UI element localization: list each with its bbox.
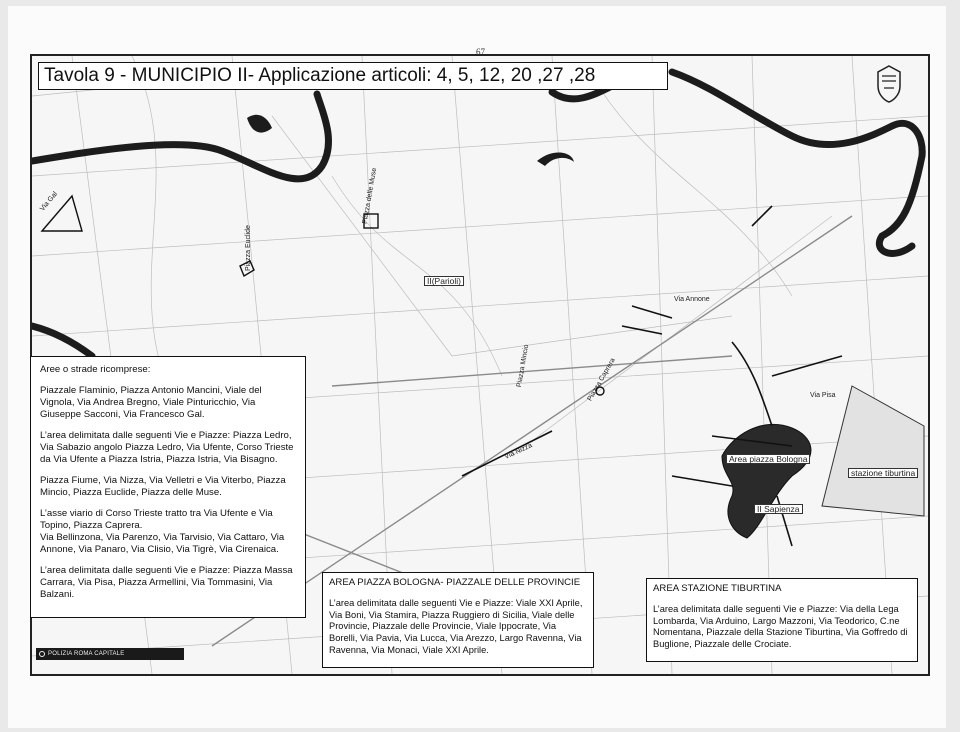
area-piazza-bologna-title: AREA PIAZZA BOLOGNA- PIAZZALE DELLE PROVINCIE: [329, 577, 581, 588]
area-piazza-bologna-text: L’area delimitata dalle seguenti Vie e Piazze: Viale XXI Aprile, Via Boni, Via Stamira, Piazza Ruggiero di Sicilia, Viale delle Provincie, Piazzale delle Provincie, Viale Ippocrate, Via Borelli, Via Pavia, Via Lucca, Via Arezzo, Largo Ravenna, Via Ravenna, Via Monaci, Viale XXI Aprile.: [329, 597, 583, 655]
label-piazza-caprera: Piazza Caprera: [586, 357, 617, 403]
legend-paragraph: L’area delimitata dalle seguenti Vie e Piazze: Piazza Ledro, Via Sabazio angolo Piazza Ledro, Via Ufente, Corso Trieste da Via Ufente a Piazza Istria, Piazza Istria, Via Bisagno.: [40, 430, 294, 465]
label-parioli: II(Parioli): [424, 276, 464, 286]
area-stazione-tiburtina-text: L’area delimitata dalle seguenti Vie e Piazze: Via della Lega Lombarda, Via Arduino, Largo Mazzoni, Via Teodorico, C.ne Nomentana, Piazzale della Stazione Tiburtina, Via Goffredo di Buglione, Piazzale delle Crociate.: [653, 603, 908, 650]
page-title: Tavola 9 - MUNICIPIO II- Applicazione articoli: 4, 5, 12, 20 ,27 ,28: [38, 62, 668, 90]
label-piazza-euclide: Piazza Euclide: [244, 225, 252, 271]
roma-capitale-emblem-icon: [872, 64, 906, 104]
area-piazza-bologna-box: [322, 572, 594, 668]
police-badge-icon: [39, 651, 45, 657]
footer-text: POLIZIA ROMA CAPITALE: [48, 651, 125, 657]
label-area-piazza-bologna: Area piazza Bologna: [726, 454, 810, 464]
footer-logo-bar: [36, 648, 184, 660]
legend-paragraph: L’area delimitata dalle seguenti Vie e Piazze: Piazza Massa Carrara, Via Pisa, Piazza Armellini, Via Tommasini, Via Balzani.: [40, 565, 293, 600]
legend-box: [30, 356, 306, 618]
label-via-gal: Via Gal: [39, 190, 60, 213]
tevere-river: [32, 72, 922, 356]
page-number: 67: [476, 47, 485, 57]
area-stazione-tiburtina-box: [646, 578, 918, 662]
legend-heading: Aree o strade ricomprese:: [40, 364, 151, 375]
label-via-pisa: Via Pisa: [810, 392, 836, 399]
label-via-nizza: Via Nizza: [503, 442, 534, 461]
label-sapienza: II Sapienza: [754, 504, 803, 514]
tiburtina-area: [822, 386, 924, 516]
legend-paragraph: L’asse viario di Corso Trieste tratto tra Via Ufente e Via Topino, Piazza Caprera. Via Bellinzona, Via Parenzo, Via Tarvisio, Via Cattaro, Via Annone, Via Panaro, Via Clisio, Via Tigrè, Via Cirenaica.: [40, 508, 285, 555]
label-via-annone: Via Annone: [674, 296, 710, 303]
legend-paragraph: Piazza Fiume, Via Nizza, Via Velletri e Via Viterbo, Piazza Mincio, Piazza Euclide, Piazza delle Muse.: [40, 475, 286, 498]
area-stazione-tiburtina-title: AREA STAZIONE TIBURTINA: [653, 583, 782, 594]
legend-paragraph: Piazzale Flaminio, Piazza Antonio Mancini, Viale del Vignola, Via Andrea Bregno, Viale Pinturicchio, Via Giuseppe Sacconi, Via Francesco Gal.: [40, 385, 262, 420]
label-piazza-delle-muse: Piazza delle Muse: [361, 167, 379, 225]
label-piazza-mincio: Piazza Mincio: [515, 344, 531, 388]
label-stazione-tiburtina: stazione tiburtina: [848, 468, 918, 478]
bologna-area: [722, 424, 811, 538]
